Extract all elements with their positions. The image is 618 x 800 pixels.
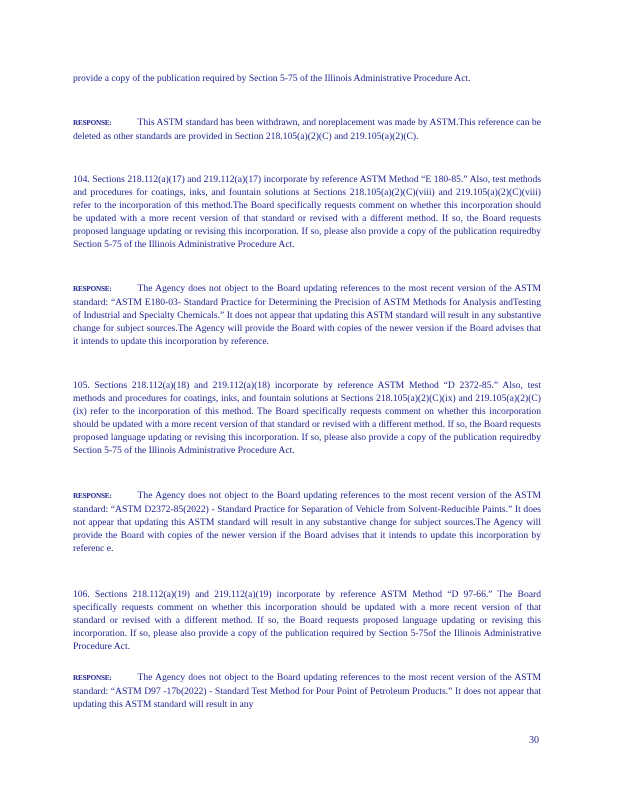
response-label: RESPONSE: <box>73 119 112 127</box>
response-text: The Agency does not object to the Board updating references to the most recent version of the ASTM standard: “ASTM E180-03- Standard Practice for Determining the Precision of ASTM Methods for Analysis andTesting of Industrial and Specialty Chemicals.” It does not appear that updating this ASTM standard will result in any substantive change for subject sources.The Agency will provide the Board with copies of the newer version if the Board advises that it intends to update this incorporation by reference. <box>73 283 541 347</box>
response-label: RESPONSE: <box>73 674 112 682</box>
paragraph-text: 104. Sections 218.112(a)(17) and 219.112(a)(17) incorporate by reference ASTM Method “E 180-85.” Also, test methods and procedures for coatings, inks, and fountain solutions at Sections 218.105(a)(2)(C)(viii) and 219.105(a)(2)(C)(viii) refer to the incorporation of this method.The Board specifically requests comment on whether this incorporation should be updated with a more recent version of that standard or revised with a different method. If so, the Board requests proposed language updating or revising this incorporation. If so, please also provide a copy of the publication requiredby Section 5-75 of the Illinois Administrative Procedure Act. <box>73 174 541 250</box>
response-text: This ASTM standard has been withdrawn, and noreplacement was made by ASTM.This reference can be deleted as other standards are provided in Section 218.105(a)(2)(C) and 219.105(a)(2)(C). <box>73 117 541 142</box>
response-text: The Agency does not object to the Board updating references to the most recent version of the ASTM standard: “ASTM D97 -17b(2022) - Standard Test Method for Pour Point of Petroleum Products.” It does not appear that updating this ASTM standard will result in any <box>73 672 541 710</box>
paragraph-text: 105. Sections 218.112(a)(18) and 219.112(a)(18) incorporate by reference ASTM Method “D 2372-85.” Also, test methods and procedures for coatings, inks, and fountain solutions at Sections 218.105(a)(2)(C)(ix) and 219.105(a)(2)(C)(ix) refer to the incorporation of this method. The Board specifically requests comment on whether this incorporation should be updated with a more recent version of that standard or revised with a different method. If so, the Board requests proposed language updating or revising this incorporation. If so, please also provide a copy of the publication requiredby Section 5-75 of the Illinois Administrative Procedure Act. <box>73 380 541 456</box>
response-paragraph <box>73 282 541 348</box>
response-paragraph <box>73 671 541 711</box>
response-label: RESPONSE: <box>73 285 112 293</box>
response-label: RESPONSE: <box>73 492 112 500</box>
paragraph-continuation <box>73 72 541 85</box>
response-text: The Agency does not object to the Board updating references to the most recent version of the ASTM standard: “ASTM D2372-85(2022) - Standard Practice for Separation of Vehicle from Solvent-Reducible Paints.” It does not appear that updating this ASTM standard will result in any substantive change for subject sources.The Agency will provide the Board with copies of the newer version if the Board advises that it intends to update this incorporation by referenc e. <box>73 490 541 554</box>
paragraph-text: provide a copy of the publication required by Section 5-75 of the Illinois Administrative Procedure Act. <box>73 73 471 84</box>
paragraph-104 <box>73 173 541 251</box>
paragraph-106 <box>73 588 541 653</box>
page-number: 30 <box>529 735 539 746</box>
response-paragraph <box>73 116 541 143</box>
response-paragraph <box>73 489 541 555</box>
paragraph-105 <box>73 379 541 457</box>
paragraph-text: 106. Sections 218.112(a)(19) and 219.112(a)(19) incorporate by reference ASTM Method “D 97-66.” The Board specifically requests comment on whether this incorporation should be updated with a more recent version of that standard or revised with a different method. If so, the Board requests proposed language updating or revising this incorporation. If so, please also provide a copy of the publication required by Section 5-75of the Illinois Administrative Procedure Act. <box>73 589 541 652</box>
